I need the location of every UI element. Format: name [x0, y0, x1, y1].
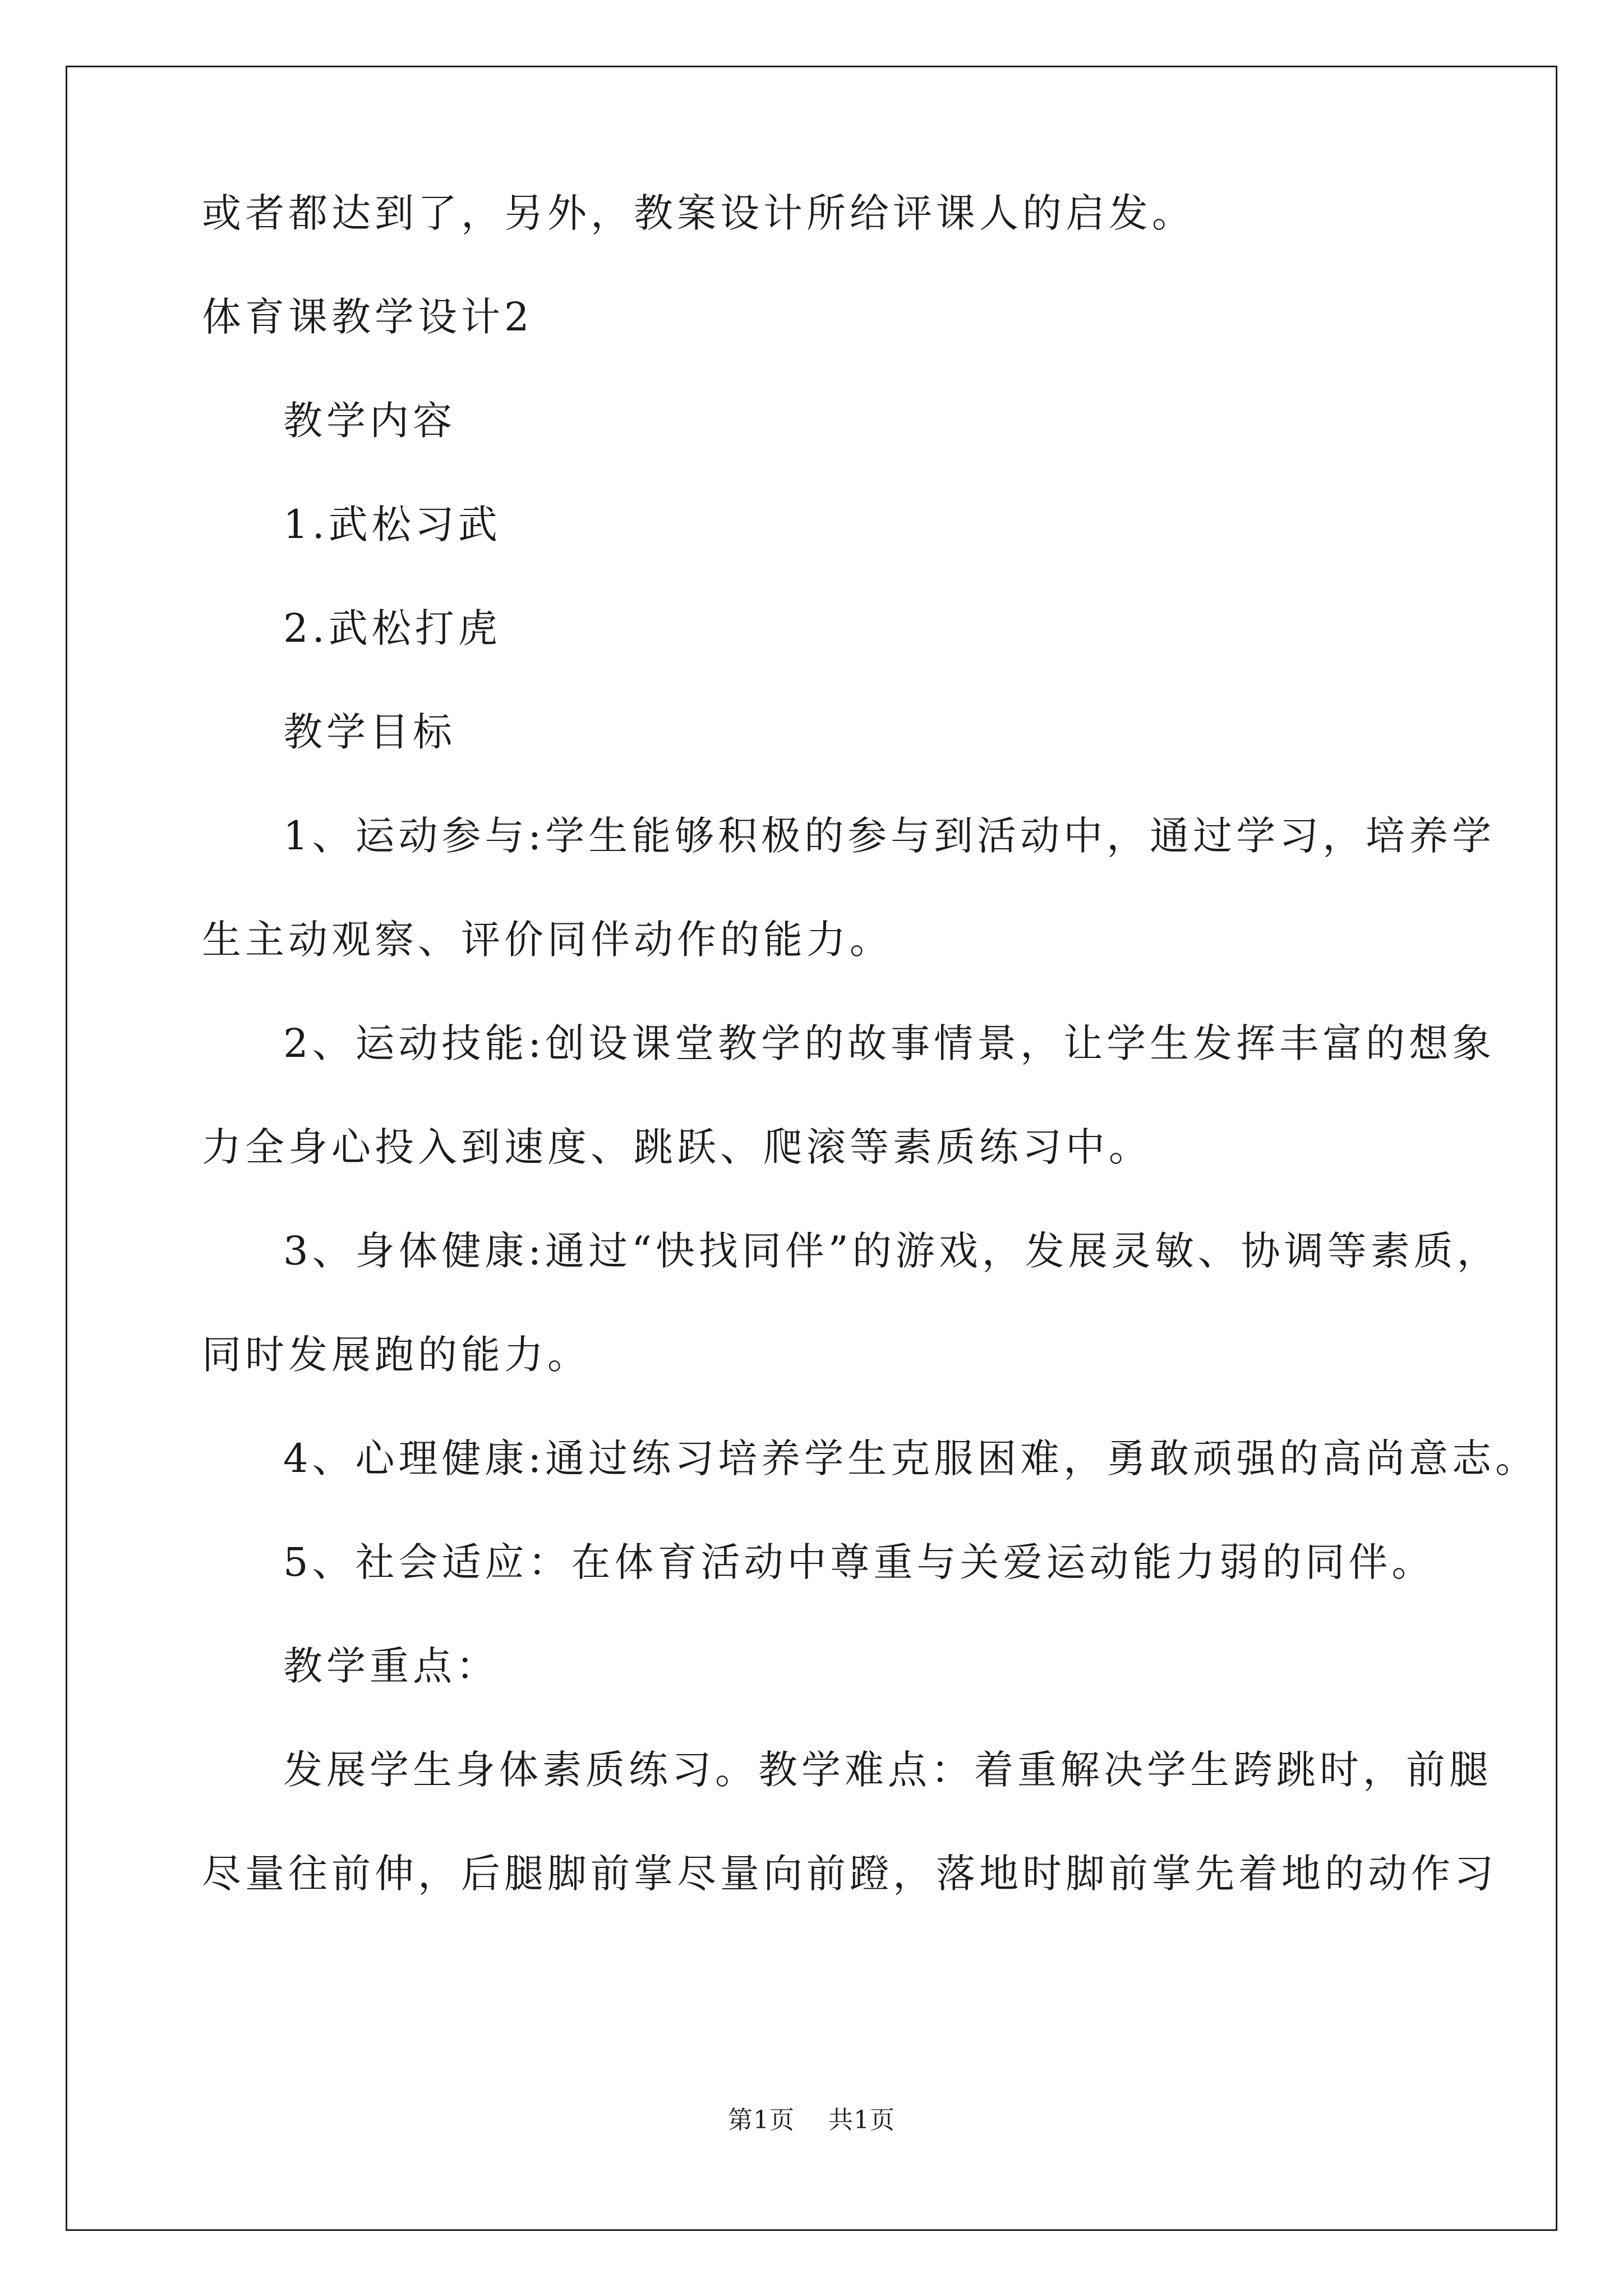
list-item: 2.武松打虎	[283, 605, 501, 651]
paragraph-line: 1、运动参与:学生能够积极的参与到活动中，通过学习，培养学	[283, 813, 1496, 859]
heading-teaching-content: 教学内容	[283, 398, 456, 444]
paragraph-line: 发展学生身体素质练习。教学难点：着重解决学生跨跳时，前腿	[283, 1747, 1492, 1793]
paragraph-line: 2、运动技能:创设课堂教学的故事情景，让学生发挥丰富的想象	[283, 1020, 1496, 1066]
paragraph-line: 力全身心投入到速度、跳跃、爬滚等素质练习中。	[202, 1124, 1152, 1170]
paragraph-line: 尽量往前伸，后腿脚前掌尽量向前蹬，落地时脚前掌先着地的动作习	[202, 1851, 1497, 1897]
list-item: 1.武松习武	[283, 501, 501, 547]
paragraph-line: 同时发展跑的能力。	[202, 1332, 591, 1378]
page-number: 第1页	[728, 2106, 795, 2134]
paragraph-line: 3、身体健康:通过“快找同伴”的游戏，发展灵敏、协调等素质，	[283, 1228, 1500, 1274]
paragraph-line: 生主动观察、评价同伴动作的能力。	[202, 917, 893, 963]
section-title: 体育课教学设计2	[202, 294, 533, 340]
paragraph-line: 5、社会适应：在体育活动中尊重与关爱运动能力弱的同伴。	[283, 1539, 1435, 1585]
page-total: 共1页	[828, 2106, 895, 2134]
heading-teaching-goals: 教学目标	[283, 709, 456, 755]
heading-teaching-focus: 教学重点：	[283, 1643, 499, 1689]
text-line: 或者都达到了，另外，教案设计所给评课人的启发。	[202, 190, 1195, 236]
page-footer	[0, 2104, 1623, 2137]
paragraph-line: 4、心理健康:通过练习培养学生克服困难，勇敢顽强的高尚意志。	[283, 1435, 1539, 1481]
